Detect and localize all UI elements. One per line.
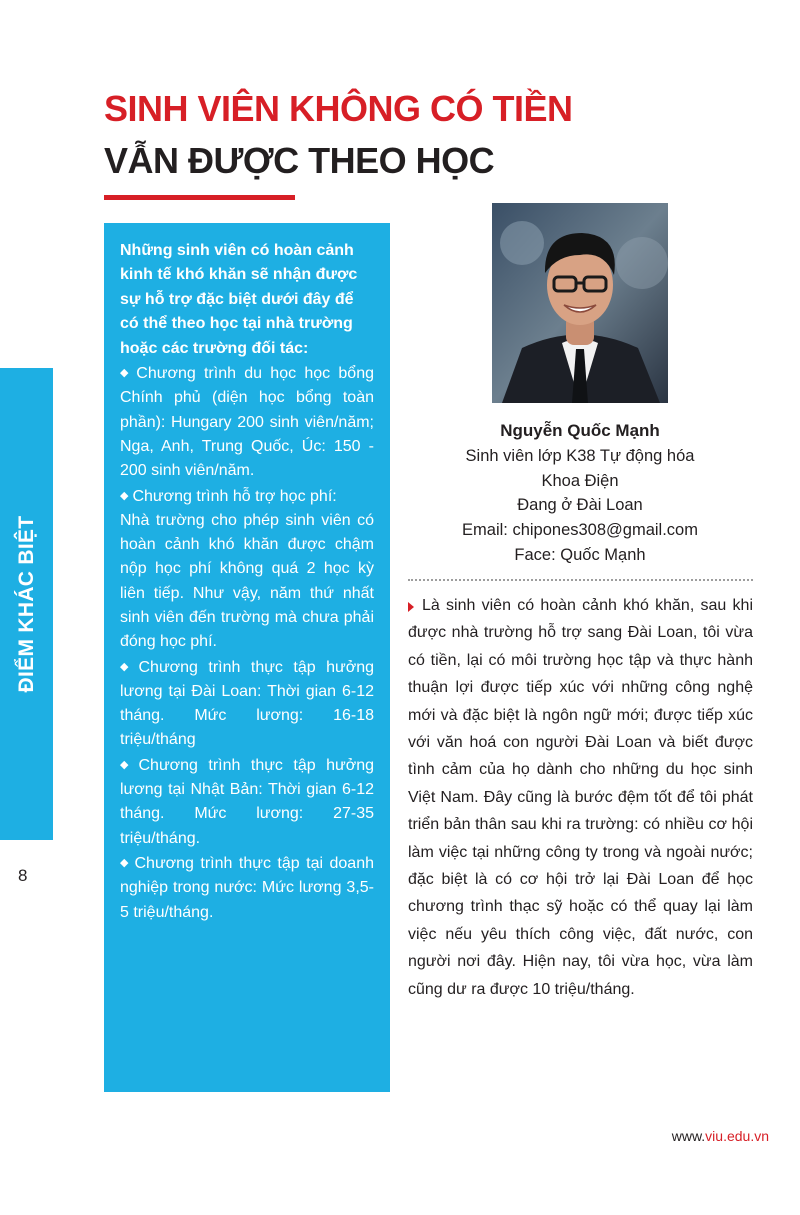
- website-prefix: www.: [671, 1128, 706, 1144]
- portrait-illustration: [492, 203, 668, 403]
- list-item: [120, 484, 374, 509]
- list-item-text: Chương trình thực tập hưởng lương tại Nhật Bản: Thời gian 6-12 tháng. Mức lương: 27-35 triệu/tháng.: [120, 756, 374, 847]
- student-faculty: Khoa Điện: [541, 471, 619, 490]
- title-underline: [104, 195, 295, 200]
- diamond-bullet-icon: ◆: [120, 856, 131, 869]
- student-testimonial: Là sinh viên có hoàn cảnh khó khăn, sau khi được nhà trường hỗ trợ sang Đài Loan, tôi vừa có tiền, lại có môi trường học tập và thực hành thuận lợi được tiếp xúc với những công nghệ mới và đặc biệt là ngôn ngữ mới; được tiếp xúc với văn hoá con người Đài Loan và biết được tình cảm của họ dành cho những du học sinh Việt Nam. Đây cũng là bước đệm tốt để tôi phát triển bản thân sau khi ra trường: có nhiều cơ hội làm việc tại những công ty trong và ngoài nước; đặc biệt là có cơ hội trở lại Đài Loan để học chương trình thạc sỹ hoặc có thể quay lại làm việc nếu yêu thích công việc, đất nước, con người nơi đây. Hiện nay, tôi vừa học, vừa làm cũng dư ra được 10 triệu/tháng.: [408, 597, 753, 998]
- page-number: 8: [18, 866, 28, 885]
- support-intro: Những sinh viên có hoàn cảnh kinh tế khó khăn sẽ nhận được sự hỗ trợ đặc biệt dưới đây để có thể theo học tại nhà trường hoặc các trường đối tác:: [120, 242, 358, 357]
- list-item-text: Chương trình thực tập tại doanh nghiệp trong nước: Mức lương 3,5-5 triệu/tháng.: [120, 854, 374, 921]
- list-item-text: Chương trình du học học bổng Chính phủ (diện học bổng toàn phần): Hungary 200 sinh viên/năm; Nga, Anh, Trung Quốc, Úc: 150 - 200 sinh viên/năm.: [120, 365, 374, 480]
- list-item-text: Nhà trường cho phép sinh viên có hoàn cảnh khó khăn được chậm nộp học phí không quá 2 học kỳ liên tiếp. Như vậy, năm thứ nhất sinh viên đến trường mà chưa phải đóng học phí.: [120, 511, 374, 651]
- student-profile: [420, 419, 740, 568]
- list-item-text: Chương trình hỗ trợ học phí:: [132, 487, 337, 505]
- student-email: Email: chipones308@gmail.com: [462, 521, 698, 540]
- list-item: [120, 655, 374, 753]
- list-item: [120, 753, 374, 851]
- title-line-2: VẪN ĐƯỢC THEO HỌC: [104, 140, 495, 181]
- website-url[interactable]: [672, 1128, 769, 1144]
- diamond-bullet-icon: ◆: [120, 489, 129, 502]
- student-name: Nguyễn Quốc Mạnh: [500, 421, 660, 440]
- list-item: [120, 851, 374, 925]
- student-portrait-photo: [492, 203, 668, 403]
- student-location: Đang ở Đài Loan: [517, 496, 643, 515]
- list-item-text: Chương trình thực tập hưởng lương tại Đài Loan: Thời gian 6-12 tháng. Mức lương: 16-18 triệu/tháng: [120, 658, 374, 749]
- diamond-bullet-icon: ◆: [120, 758, 135, 771]
- list-item: [120, 361, 374, 483]
- dotted-divider: [408, 579, 753, 581]
- list-item: [120, 509, 374, 655]
- side-tab-label: ĐIỂM KHÁC BIỆT: [15, 515, 38, 693]
- support-info-box: [104, 223, 390, 1092]
- title-line-1: SINH VIÊN KHÔNG CÓ TIỀN: [104, 88, 573, 129]
- website-domain: viu.edu.vn: [705, 1128, 769, 1144]
- student-class: Sinh viên lớp K38 Tự động hóa: [465, 446, 695, 465]
- diamond-bullet-icon: ◆: [120, 367, 133, 380]
- diamond-bullet-icon: ◆: [120, 660, 135, 673]
- student-facebook: Face: Quốc Mạnh: [514, 545, 646, 564]
